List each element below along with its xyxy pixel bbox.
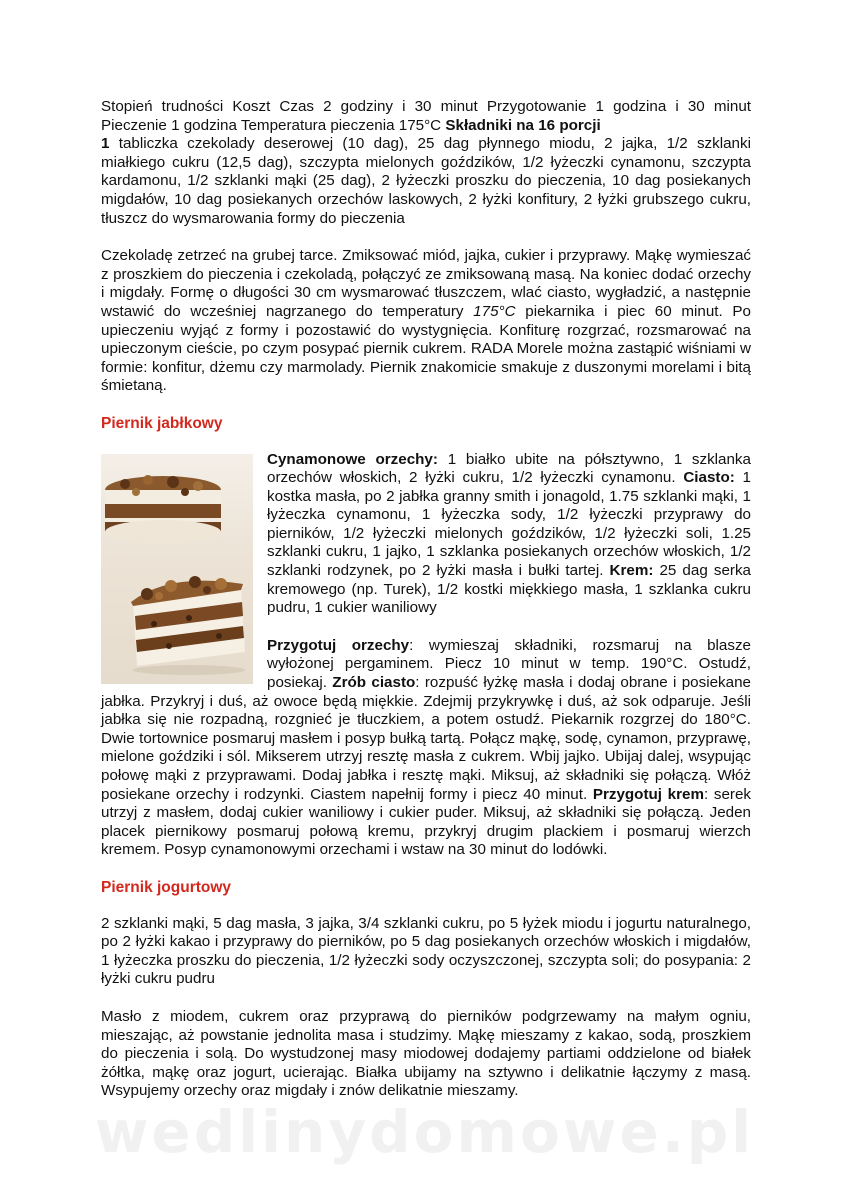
- portions-label: Składniki na 16 porcji: [445, 116, 601, 134]
- cake-slice-back-icon: [103, 470, 223, 548]
- dough-text: 1 kostka masła, po 2 jabłka granny smith i jonagold, 1.75 szklanki mąki, 1 łyżeczka cynamonu, 1 łyżeczka sody, 1/2 łyżeczki przyprawy do pierników, 1/2 łyżeczki mielonych goździków, 1/2 łyżeczki soli, 1.25 szklanki cukru, 1 jajko, 1 szklanka posiekanych orzechów włoskich, 1/2 szklanki rodzynek, po 2 łyżki masła i bułki tartej.: [267, 469, 751, 580]
- step1-text: : wymieszaj składniki, rozsmaruj na blasze wyłożonej pergaminem. Piecz 10 minut w temp. 190°C. Ostudź, posiekaj.: [267, 636, 751, 692]
- label-zrob-ciasto: Zrób ciasto: [332, 674, 416, 692]
- intro-method: [101, 247, 751, 396]
- watermark: wedlinydomowe.pl: [94, 1098, 755, 1166]
- recipe-page: [101, 98, 751, 1101]
- step3-text: : serek utrzyj z masłem, dodaj cukier waniliowy i cukier puder. Miksuj, aż składniki się połączą. Jeden placek piernikowy posmaruj połową kremu, przykryj drugim plackiem i posmaruj wierzch kremem. Posyp cynamonowymi orzechami i wstaw na 30 minut do lodówki.: [101, 785, 751, 859]
- recipe-meta: Stopień trudności Koszt Czas 2 godziny i 30 minut Przygotowanie 1 godzina i 30 minut Pieczenie 1 godzina Temperatura pieczenia 175°C: [101, 98, 751, 134]
- nuts-text: 1 białko ubite na półsztywno, 1 szklanka orzechów włoskich, 2 łyżki cukru, 1/2 łyżeczki cynamonu.: [267, 450, 751, 487]
- method-text-continued: piekarnika i piec 60 minut. Po upieczeniu wyjąć z formy i pozostawić do wystygnięcia. Konfiturę rozgrzać, rozsmarować na upieczonym cieście, po czym posypać piernik cukrem. RADA Morele można zastąpić wiśniami w formie: konfitur, dżemu czy marmolady. Piernik znakomicie smakuje z duszonymi morelami i bitą śmietaną.: [101, 302, 751, 395]
- label-krem: Krem:: [609, 562, 654, 580]
- label-cynamonowe-orzechy: Cynamonowe orzechy:: [267, 450, 438, 468]
- quantity-label: 1: [101, 135, 110, 153]
- cake-slice-front-icon: [129, 566, 247, 676]
- label-przygotuj-krem: Przygotuj krem: [592, 785, 704, 803]
- cream-text: 25 dag serka kremowego (np. Turek), 1/2 kostki miękkiego masła, 1 szklanka cukru pudru, 1 cukier waniliowy: [267, 562, 751, 617]
- yogurt-ingredients: 2 szklanki mąki, 5 dag masła, 3 jajka, 3/4 szklanki cukru, po 5 łyżek miodu i jogurtu naturalnego, po 2 łyżki kakao i przyprawy do pierników, po 5 dag posiekanych orzechów włoskich i migdałów, 1 łyżeczka proszku do pieczenia, 1/2 łyżeczki sody oczyszczonej, szczypta soli; do posypania: 2 łyżki cukru pudru: [101, 914, 751, 988]
- section-title-piernik-jogurtowy: Piernik jogurtowy: [101, 878, 232, 896]
- section-title-piernik-jablkowy: Piernik jabłkowy: [101, 414, 223, 432]
- label-ciasto: Ciasto:: [683, 469, 735, 487]
- ingredients-text: tabliczka czekolady deserowej (10 dag), 25 dag płynnego miodu, 2 jajka, 1/2 szklanki miałkiego cukru (12,5 dag), szczypta mielonych goździków, 1/2 łyżeczki cynamonu, szczypta kardamonu, 1/2 szklanki mąki (25 dag), 2 łyżeczki proszku do pieczenia, 10 dag posiekanych migdałów, 10 dag posiekanych orzechów laskowych, 2 łyżki konfitury, 2 łyżki grubszego cukru, tłuszcz do wysmarowania formy do pieczenia: [101, 135, 751, 227]
- step2-text: : rozpuść łyżkę masła i dodaj obrane i posiekane jabłka. Przykryj i duś, aż owoce będą miękkie. Zdejmij przykrywkę i duś, aż sok odparuje. Jeśli jabłka się nie rozpadną, rozgnieć je tłuczkiem, a potem ostudź. Piekarnik rozgrzej do 180°C. Dwie tortownice posmaruj masłem i posyp bułką tartą. Połącz mąkę, sodę, cynamon, przyprawę, mielone goździki i sól. Mikserem utrzyj resztę masła z cukrem. Wbij jajko. Ubijaj dalej, wsypując połowę mąki z przyprawami. Dodaj jabłka i resztę mąki. Miksuj, aż składniki się połączą. Włóż posiekane orzechy i rodzynki. Ciastem napełnij formy i piecz 40 minut.: [101, 674, 751, 803]
- intro-ingredients: [101, 98, 751, 228]
- layered-cake-photo: [101, 454, 253, 684]
- method-temperature: 175°C: [473, 302, 516, 320]
- method-text: Czekoladę zetrzeć na grubej tarce. Zmiksować miód, jajka, cukier i przyprawy. Mąkę wymieszać z proszkiem do pieczenia i czekoladą, połączyć ze zmiksowaną masą. Na koniec dodać orzechy i migdały. Formę o długości 30 cm wysmarować tłuszczem, wlać ciasto, wygładzić, a następnie wstawić do wcześniej nagrzanego do temperatury: [101, 247, 751, 320]
- yogurt-method: Masło z miodem, cukrem oraz przyprawą do pierników podgrzewamy na małym ogniu, mieszając, aż powstanie jednolita masa i studzimy. Mąkę mieszamy z kakao, sodą, proszkiem do pieczenia i solą. Do wystudzonej masy miodowej dodajemy partiami oddzielone od białek żółtka, mąkę oraz jogurt, ucierając. Białka ubijamy na sztywno i delikatnie łączymy z masą. Wsypujemy orzechy oraz migdały i znów delikatnie mieszamy.: [101, 1007, 751, 1100]
- label-przygotuj-orzechy: Przygotuj orzechy: [267, 636, 410, 654]
